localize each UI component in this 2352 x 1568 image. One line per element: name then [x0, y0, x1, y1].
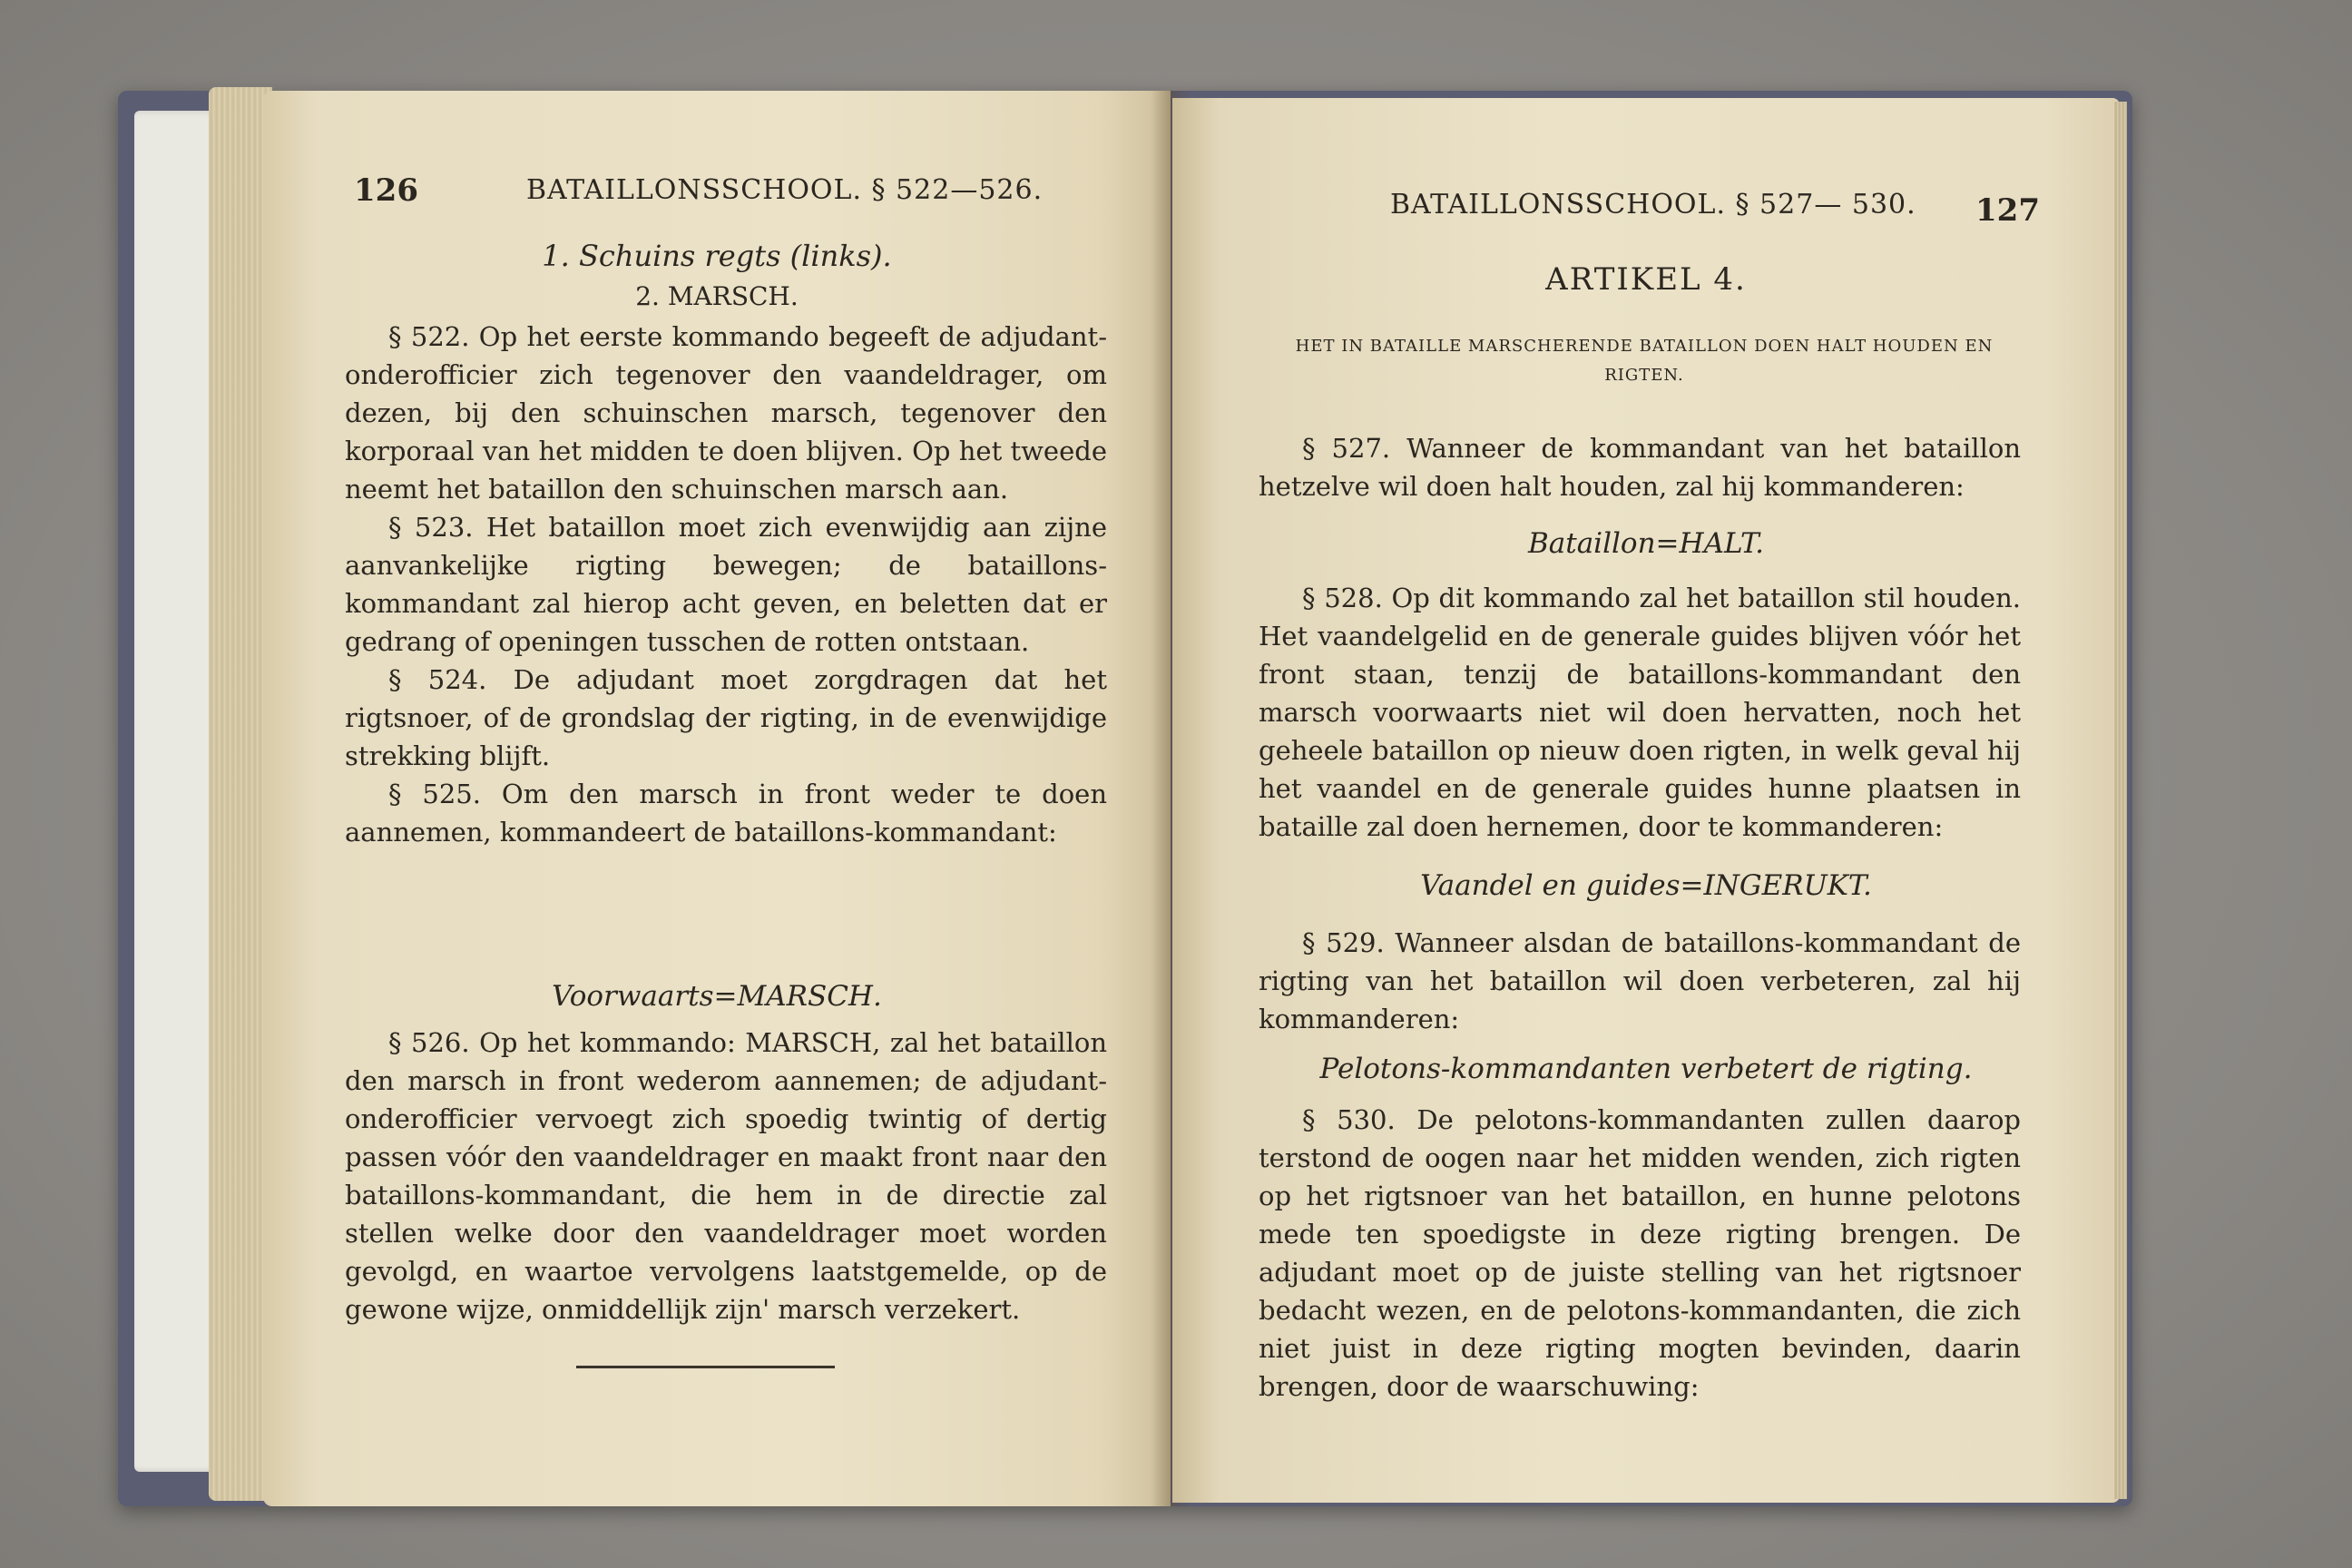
right-paragraph-529-block [1259, 924, 2021, 1038]
command-vaandel-guides: Vaandel en guides=INGERUKT. [1420, 869, 1872, 902]
command-bataillon-halt: Bataillon=HALT. [1527, 527, 1764, 560]
paragraph-524: § 524. De adjudant moet zorgdragen dat het rigtsnoer, of de grondslag der rigting, in de evenwijdige strekking blijft. [345, 664, 1107, 771]
left-page-number: 126 [354, 172, 418, 209]
command-voorwaarts: Voorwaarts=MARSCH. [552, 980, 882, 1013]
paragraph-522: § 522. Op het eerste kommando begeeft de adjudant-onderofficier zich tegenover den vaandeldrager, om dezen, bij den schuinschen marsch, tegenover den korporaal van het midden te doen blijven. Op het tweede neemt het bataillon den schuinschen marsch aan. [345, 321, 1107, 505]
right-running-head: BATAILLONSSCHOOL. § 527— 530. [1390, 189, 1916, 220]
command-schuins-regts: 1. Schuins regts (links). [542, 239, 892, 273]
left-paragraph-526-block [345, 1024, 1107, 1328]
command-pelotons: Pelotons-kommandanten verbetert de rigting. [1319, 1053, 1973, 1085]
article-title: ARTIKEL 4. [1545, 261, 1747, 298]
paragraph-526: § 526. Op het kommando: MARSCH, zal het bataillon den marsch in front wederom aannemen; de adjudant-onderofficier vervoegt zich spoedig twintig of dertig passen vóór den vaandeldrager en maakt front naar den bataillons-kommandant, die hem in de directie zal stellen welke door den vaandeldrager moet worden gevolgd, en waartoe vervolgens laatstgemelde, op de gewone wijze, onmiddellijk zijn' marsch verzekert. [345, 1027, 1107, 1325]
paragraph-523: § 523. Het bataillon moet zich evenwijdig aan zijne aanvankelijke rigting bewegen; de bataillons-kommandant zal hierop acht geven, en beletten dat er gedrang of openingen tusschen de rotten ontstaan. [345, 512, 1107, 657]
end-rule [576, 1366, 835, 1368]
right-paragraph-527-block [1259, 429, 2021, 505]
paragraph-528: § 528. Op dit kommando zal het bataillon stil houden. Het vaandelgelid en de generale guides blijven vóór het front staan, tenzij de bataillons-kommandant den marsch voorwaarts niet wil doen hervatten, noch het geheele bataillon op nieuw doen rigten, in welk geval hij het vaandel en de generale guides hunne plaatsen in bataille zal doen hernemen, door te kommanderen: [1259, 583, 2021, 842]
right-page-number: 127 [1975, 192, 2040, 229]
right-paragraph-528-block [1259, 579, 2021, 846]
left-paragraphs [345, 318, 1107, 851]
right-page [1172, 98, 2120, 1503]
paragraph-529: § 529. Wanneer alsdan de bataillons-kommandant de rigting van het bataillon wil doen verbeteren, zal hij kommanderen: [1259, 927, 2021, 1034]
right-paragraph-530-block [1259, 1101, 2021, 1406]
right-page-stack [2114, 102, 2127, 1499]
paragraph-530: § 530. De pelotons-kommandanten zullen daarop terstond de oogen naar het midden wenden, zich rigten op het rigtsnoer van het bataillon, en hunne pelotons mede ten spoedigste in deze rigting brengen. De adjudant moet op de juiste stelling van het rigtsnoer bedacht wezen, en de pelotons-kommandanten, die zich niet juist in deze rigting mogten bevinden, daarin brengen, door de waarschuwing: [1259, 1104, 2021, 1402]
paragraph-525: § 525. Om den marsch in front weder te doen aannemen, kommandeert de bataillons-kommandant: [345, 779, 1107, 848]
paragraph-527: § 527. Wanneer de kommandant van het bataillon hetzelve wil doen halt houden, zal hij kommanderen: [1259, 433, 2021, 502]
left-page [263, 91, 1171, 1506]
command-marsch: 2. MARSCH. [635, 281, 799, 311]
section-heading: HET IN BATAILLE MARSCHERENDE BATAILLON DOEN HALT HOUDEN EN RIGTEN. [1295, 337, 1994, 385]
left-running-head: BATAILLONSSCHOOL. § 522—526. [526, 174, 1044, 206]
